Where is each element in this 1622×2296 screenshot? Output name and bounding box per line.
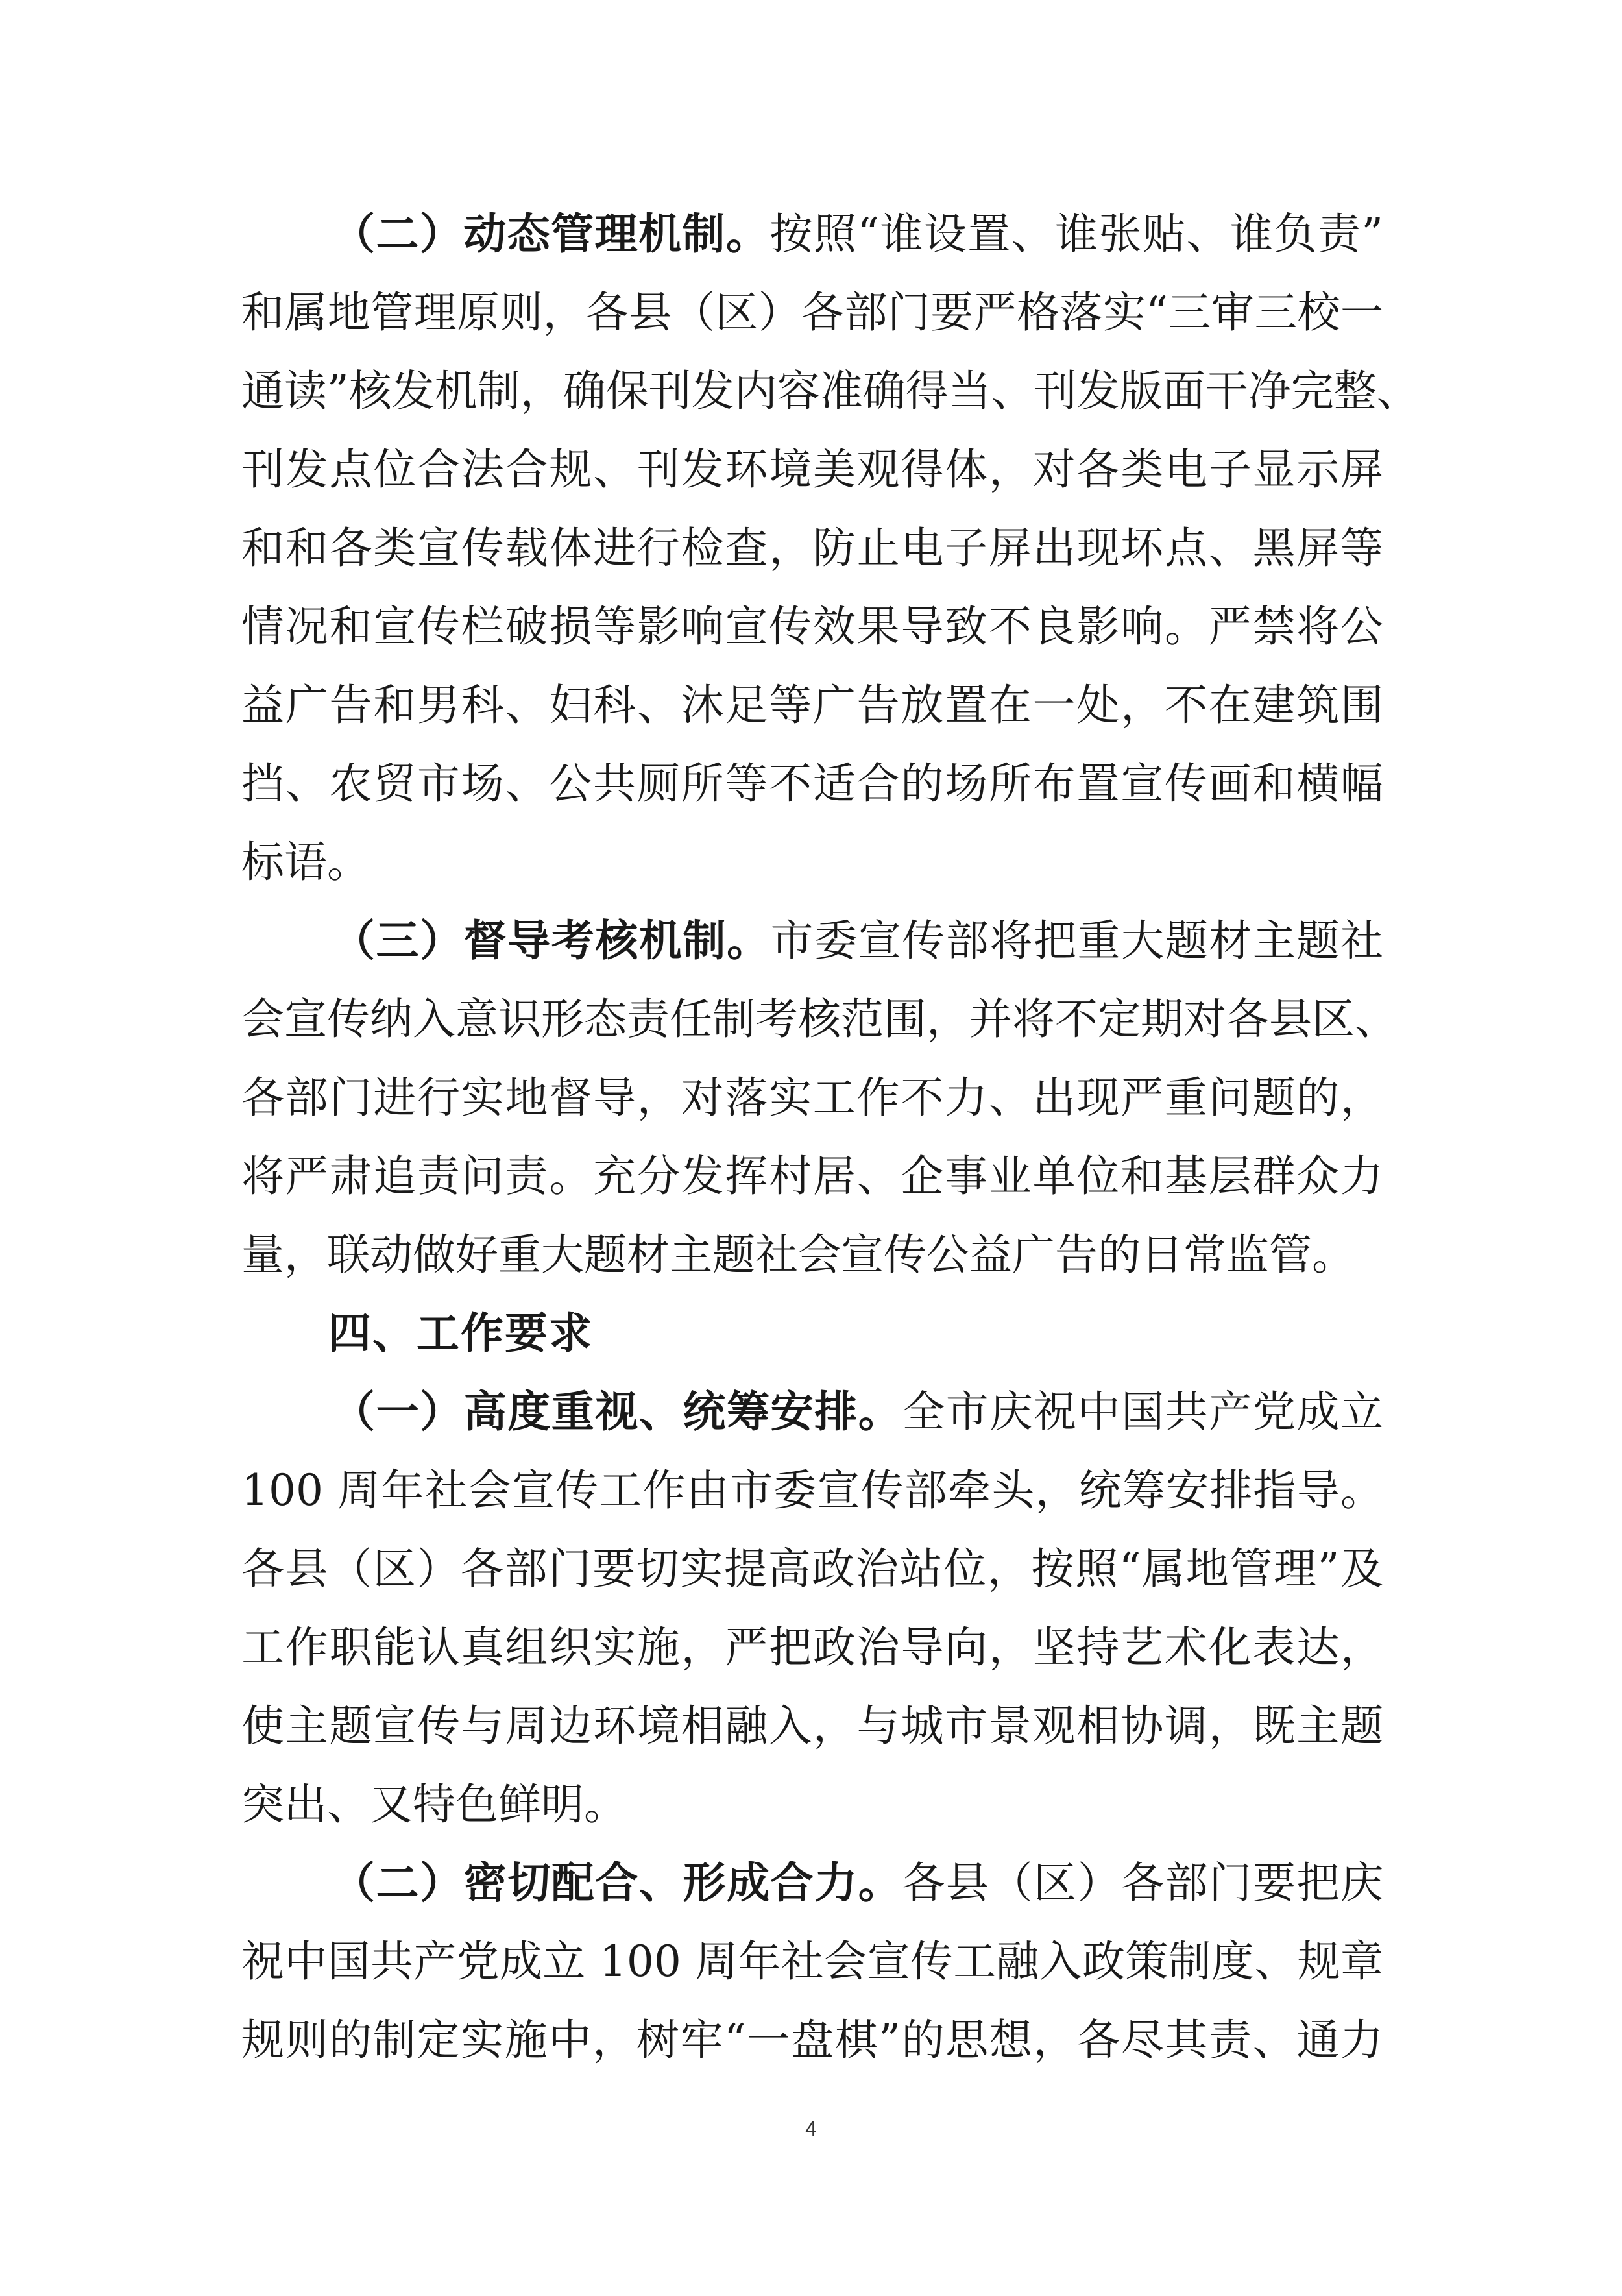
paragraph-line: [241, 195, 1383, 273]
paragraph-line: 祝中国共产党成立 100 周年社会宣传工融入政策制度、规章: [241, 1936, 1383, 1986]
subsection-heading: （二）动态管理机制。: [332, 208, 770, 259]
section-title: 四、工作要求: [328, 1308, 593, 1358]
paragraph-line: 100 周年社会宣传工作由市委宣传部牵头，统筹安排指导。: [241, 1465, 1383, 1515]
paragraph-line: 通读”核发机制，确保刊发内容准确得当、刊发版面干净完整、: [241, 366, 1420, 416]
page-number: 4: [805, 2117, 817, 2140]
paragraph-line: [241, 901, 1383, 980]
document-body: [241, 195, 1420, 2079]
paragraph-line: 和和各类宣传载体进行检查，防止电子屏出现坏点、黑屏等: [241, 523, 1383, 573]
paragraph-text: 各县（区）各部门要把庆: [902, 1858, 1384, 1908]
paragraph-line: 规则的制定实施中，树牢“一盘棋”的思想，各尽其责、通力: [241, 2015, 1383, 2065]
paragraph-line: 挡、农贸市场、公共厕所等不适合的场所布置宣传画和横幅: [241, 759, 1383, 809]
paragraph-line: [241, 1844, 1383, 1922]
subsection-heading: （二）密切配合、形成合力。: [332, 1857, 902, 1908]
paragraph-line: 各部门进行实地督导，对落实工作不力、出现严重问题的，: [241, 1073, 1383, 1123]
paragraph-line: 各县（区）各部门要切实提高政治站位，按照“属地管理”及: [241, 1544, 1383, 1594]
paragraph-line: 和属地管理原则，各县（区）各部门要严格落实“三审三校一: [241, 287, 1383, 337]
paragraph-line: 突出、又特色鲜明。: [241, 1779, 627, 1829]
paragraph-line: 情况和宣传栏破损等影响宣传效果导致不良影响。严禁将公: [241, 602, 1383, 652]
paragraph-text: 全市庆祝中国共产党成立: [902, 1387, 1384, 1437]
paragraph-line: 工作职能认真组织实施，严把政治导向，坚持艺术化表达，: [241, 1622, 1383, 1672]
paragraph-line: 量，联动做好重大题材主题社会宣传公益广告的日常监管。: [241, 1230, 1355, 1280]
paragraph-line: 将严肃追责问责。充分发挥村居、企事业单位和基层群众力: [241, 1151, 1383, 1201]
paragraph-text: 市委宣传部将把重大题材主题社: [770, 916, 1384, 966]
paragraph-line: 使主题宣传与周边环境相融入，与城市景观相协调，既主题: [241, 1701, 1383, 1751]
paragraph-line: 刊发点位合法合规、刊发环境美观得体，对各类电子显示屏: [241, 445, 1383, 495]
paragraph-line: 标语。: [241, 837, 370, 887]
paragraph-line: [241, 1373, 1383, 1451]
paragraph-line: 会宣传纳入意识形态责任制考核范围，并将不定期对各县区、: [241, 994, 1398, 1044]
paragraph-line: 益广告和男科、妇科、沐足等广告放置在一处，不在建筑围: [241, 680, 1383, 730]
subsection-heading: （一）高度重视、统筹安排。: [332, 1386, 902, 1437]
paragraph-text: 按照“谁设置、谁张贴、谁负责”: [769, 209, 1384, 259]
subsection-heading: （三）督导考核机制。: [332, 915, 771, 966]
